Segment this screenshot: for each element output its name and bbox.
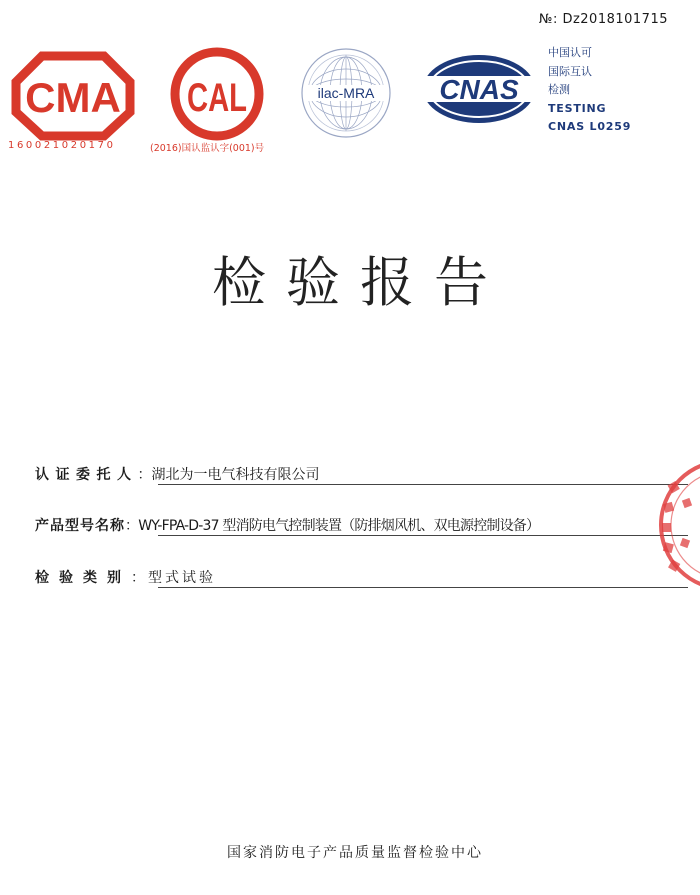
cma-code: 160021020170: [8, 140, 116, 151]
official-seal-icon: [655, 455, 700, 595]
field-value: ：WY-FPA-D-37 型消防电气控制装置（防排烟风机、双电源控制设备）: [125, 518, 540, 534]
field-underline: [158, 587, 688, 588]
field-underline: [158, 535, 688, 536]
cnas-logo-icon: [420, 52, 538, 126]
field-value: ：型式试验: [131, 570, 216, 586]
document-title: 检验报告: [212, 251, 508, 314]
cnas-line: 中国认可: [548, 46, 592, 59]
field-value: ：湖北为一电气科技有限公司: [137, 467, 320, 483]
cal-code: (2016)国认监认字(001)号: [150, 143, 265, 154]
cnas-line: CNAS L0259: [548, 120, 632, 133]
footer-issuer: 国家消防电子产品质量监督检验中心: [227, 845, 483, 861]
cnas-line: 国际互认: [548, 64, 592, 78]
field-underline: [158, 484, 688, 485]
cnas-line: TESTING: [548, 101, 607, 115]
field-test-type: [35, 567, 216, 587]
report-number: №: Dz2018101715: [538, 12, 668, 27]
field-label: 认证委托人: [35, 467, 138, 483]
ilac-logo-text: ilac-MRA: [317, 85, 375, 101]
cnas-logo-text: CNAS: [439, 74, 519, 105]
field-product: [35, 515, 539, 535]
field-client: [35, 464, 320, 484]
cnas-accreditation-text: [548, 44, 631, 137]
cma-logo-text: CMA: [25, 74, 121, 121]
cal-logo-text: CAL: [187, 76, 247, 120]
field-label: 产品型号名称: [35, 518, 125, 534]
ilac-mra-logo-icon: [298, 45, 394, 141]
cma-logo-icon: [8, 48, 138, 142]
field-label: 检验类别: [35, 570, 131, 586]
cnas-line: 检测: [548, 83, 570, 96]
cal-logo-icon: [168, 45, 266, 143]
